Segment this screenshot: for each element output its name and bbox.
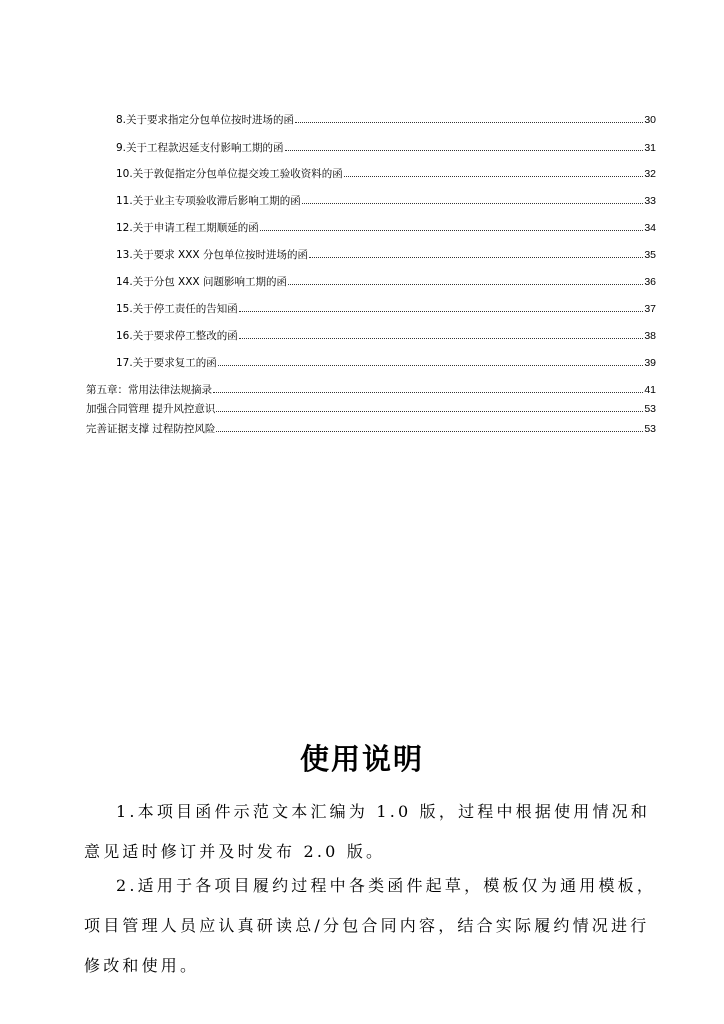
toc-entry[interactable] xyxy=(116,221,656,235)
toc-entry-label: 11.关于业主专项验收滞后影响工期的函 xyxy=(116,195,301,207)
toc-leader xyxy=(239,302,644,312)
toc-entry-page: 33 xyxy=(644,195,656,207)
toc-leader xyxy=(218,356,644,366)
toc-entry[interactable] xyxy=(116,302,656,316)
instructions-paragraph: 2.适用于各项目履约过程中各类函件起草，模板仅为通用模板，项目管理人员应认真研读总/分包合同内容，结合实际履约情况进行修改和使用。 xyxy=(84,876,657,975)
toc-leader xyxy=(344,167,644,177)
toc-leader xyxy=(239,329,644,339)
toc-entry[interactable] xyxy=(116,275,656,289)
toc-entry-page: 53 xyxy=(644,423,656,435)
toc-entry-label: 17.关于要求复工的函 xyxy=(116,357,217,369)
toc-entry-label: 10.关于敦促指定分包单位提交竣工验收资料的函 xyxy=(116,168,343,180)
toc-entry-page: 36 xyxy=(644,276,656,288)
toc-entry[interactable] xyxy=(116,141,656,155)
toc-entry-page: 41 xyxy=(644,384,656,396)
toc-entry[interactable] xyxy=(116,248,656,262)
toc-entry[interactable] xyxy=(116,113,656,127)
toc-chapter-entry[interactable] xyxy=(86,402,656,416)
toc-entry[interactable] xyxy=(116,356,656,370)
toc-entry-label: 13.关于要求 XXX 分包单位按时进场的函 xyxy=(116,249,308,261)
toc-chapter-entry[interactable] xyxy=(86,383,656,397)
toc-chapter-entry[interactable] xyxy=(86,422,656,436)
toc-entry-label: 14.关于分包 XXX 问题影响工期的函 xyxy=(116,276,287,288)
toc-leader xyxy=(260,221,644,231)
toc-entry-page: 39 xyxy=(644,357,656,369)
toc-entry-label: 15.关于停工责任的告知函 xyxy=(116,303,238,315)
toc-entry[interactable] xyxy=(116,194,656,208)
toc-entry[interactable] xyxy=(116,167,656,181)
toc-entry-page: 34 xyxy=(644,222,656,234)
toc-leader xyxy=(285,141,644,151)
toc-entry-label: 16.关于要求停工整改的函 xyxy=(116,330,238,342)
toc-entry-label: 9.关于工程款迟延支付影响工期的函 xyxy=(116,142,284,154)
toc-leader xyxy=(216,422,643,432)
toc-leader xyxy=(302,194,644,204)
toc-entry-label: 加强合同管理 提升风控意识 xyxy=(86,403,216,415)
instructions-title: 使用说明 xyxy=(299,742,424,776)
toc-entry-page: 35 xyxy=(644,249,656,261)
toc-entry-label: 8.关于要求指定分包单位按时进场的函 xyxy=(116,114,295,126)
toc-entry-page: 30 xyxy=(644,114,656,126)
toc-leader xyxy=(309,248,643,258)
toc-entry-label: 完善证据支撑 过程防控风险 xyxy=(86,423,216,435)
toc-entry[interactable] xyxy=(116,329,656,343)
toc-entry-label: 第五章：常用法律法规摘录 xyxy=(86,384,212,396)
toc-leader xyxy=(213,383,643,393)
toc-leader xyxy=(295,113,643,123)
toc-entry-page: 53 xyxy=(644,403,656,415)
toc-entry-page: 37 xyxy=(644,303,656,315)
instructions-paragraph: 1.本项目函件示范文本汇编为 1.0 版，过程中根据使用情况和意见适时修订并及时发布 2.0 版。 xyxy=(84,802,651,861)
toc-leader xyxy=(216,402,643,412)
toc-leader xyxy=(288,275,643,285)
toc-entry-page: 32 xyxy=(644,168,656,180)
toc-entry-page: 38 xyxy=(644,330,656,342)
toc-entry-page: 31 xyxy=(644,142,656,154)
toc-entry-label: 12.关于申请工程工期顺延的函 xyxy=(116,222,259,234)
